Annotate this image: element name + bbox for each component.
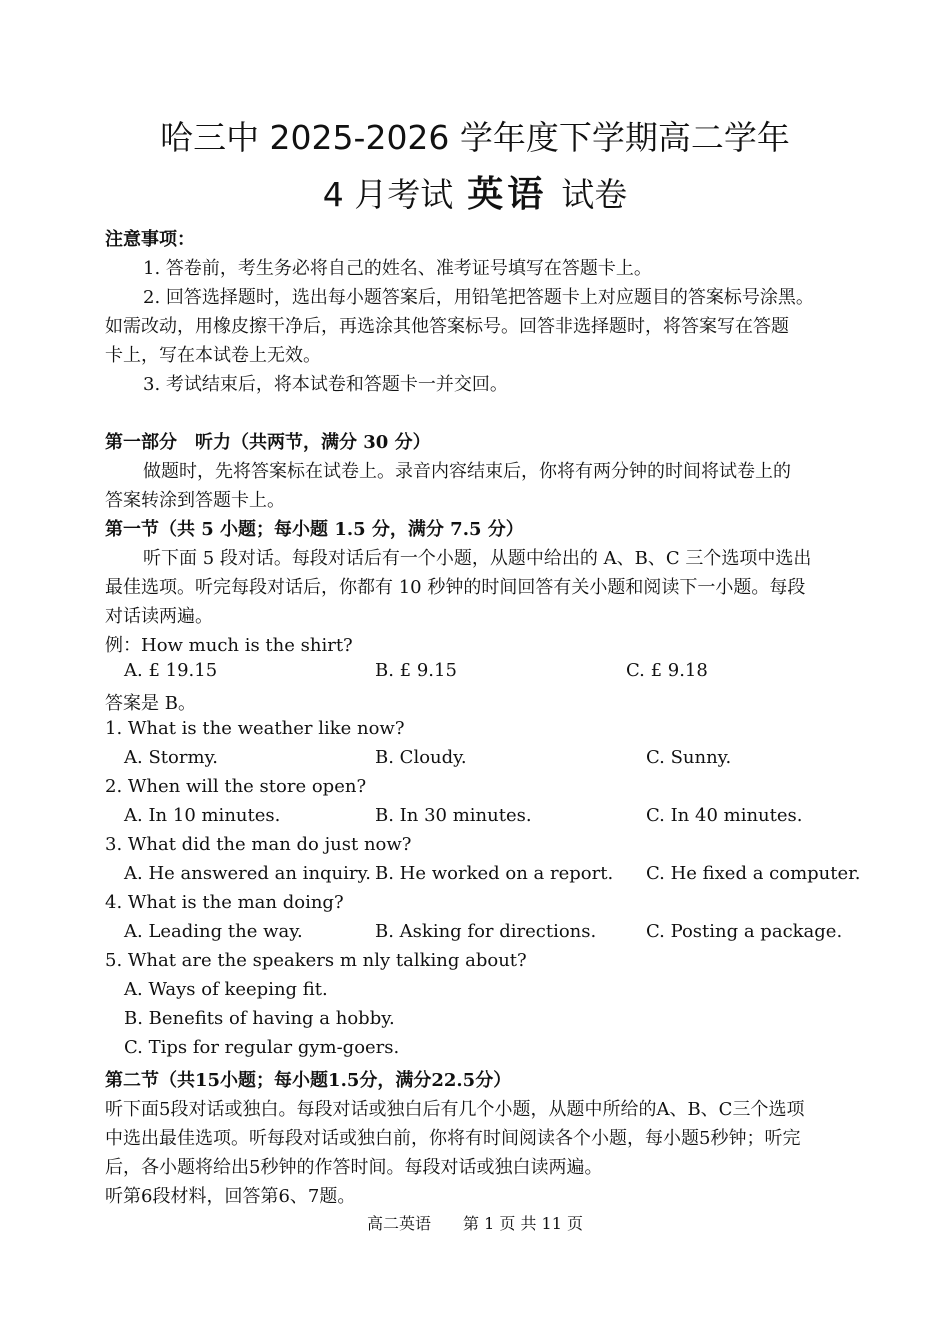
- option-2a: A. In 10 minutes.: [124, 805, 281, 826]
- section1-intro: 对话读两遍。: [105, 606, 213, 627]
- question-4: 4. What is the man doing?: [105, 892, 344, 913]
- exam-title-line1: 哈三中 2025-2026 学年度下学期高二学年: [160, 118, 790, 157]
- section2-intro: 后，各小题将给出5秒钟的作答时间。每段对话或独白读两遍。: [105, 1157, 603, 1178]
- question-5: 5. What are the speakers m nly talking about?: [105, 950, 527, 971]
- question-3: 3. What did the man do just now?: [105, 834, 412, 855]
- exam-title-subject: 英语: [467, 173, 548, 215]
- part1-heading: 第一部分 听力（共两节，满分 30 分）: [105, 432, 431, 453]
- notice-item: 3. 考试结束后，将本试卷和答题卡一并交回。: [143, 374, 508, 395]
- question-2: 2. When will the store open?: [105, 776, 367, 797]
- section1-heading: 第一节（共 5 小题；每小题 1.5 分，满分 7.5 分）: [105, 519, 524, 540]
- notice-item: 2. 回答选择题时，选出每小题答案后，用铅笔把答题卡上对应题目的答案标号涂黑。: [143, 287, 814, 308]
- exam-title-suffix: 试卷: [561, 175, 628, 214]
- part1-intro: 做题时，先将答案标在试卷上。录音内容结束后，你将有两分钟的时间将试卷上的: [143, 461, 791, 482]
- section2-heading: 第二节（共15小题；每小题1.5分，满分22.5分）: [105, 1070, 512, 1091]
- part1-intro: 答案转涂到答题卡上。: [105, 490, 285, 511]
- option-1b: B. Cloudy.: [375, 747, 467, 768]
- option-4c: C. Posting a package.: [646, 921, 843, 942]
- example-option-c: C. £ 9.18: [626, 660, 708, 681]
- option-1c: C. Sunny.: [646, 747, 732, 768]
- section2-intro: 听第6段材料，回答第6、7题。: [105, 1186, 356, 1207]
- option-3b: B. He worked on a report.: [375, 863, 614, 884]
- notice-item: 卡上，写在本试卷上无效。: [105, 345, 321, 366]
- notice-item: 如需改动，用橡皮擦干净后，再选涂其他答案标号。回答非选择题时，将答案写在答题: [105, 316, 789, 337]
- section2-intro: 中选出最佳选项。听每段对话或独白前，你将有时间阅读各个小题，每小题5秒钟；听完: [105, 1128, 801, 1149]
- section1-intro: 最佳选项。听完每段对话后，你都有 10 秒钟的时间回答有关小题和阅读下一小题。每段: [105, 577, 806, 598]
- page-footer: 高二英语 第 1 页 共 11 页: [367, 1214, 583, 1233]
- section2-intro: 听下面5段对话或独白。每段对话或独白后有几个小题，从题中所给的A、B、C三个选项: [105, 1099, 805, 1120]
- option-5c: C. Tips for regular gym-goers.: [124, 1037, 400, 1058]
- section1-intro: 听下面 5 段对话。每段对话后有一个小题，从题中给出的 A、B、C 三个选项中选出: [143, 548, 812, 569]
- example-answer: 答案是 B。: [105, 693, 196, 714]
- option-5b: B. Benefits of having a hobby.: [124, 1008, 395, 1029]
- option-3a: A. He answered an inquiry.: [124, 863, 372, 884]
- option-2c: C. In 40 minutes.: [646, 805, 803, 826]
- option-3c: C. He fixed a computer.: [646, 863, 861, 884]
- example-question: 例：How much is the shirt?: [105, 635, 353, 656]
- notice-heading: 注意事项：: [105, 229, 195, 250]
- option-4a: A. Leading the way.: [124, 921, 303, 942]
- option-4b: B. Asking for directions.: [375, 921, 597, 942]
- option-5a: A. Ways of keeping fit.: [124, 979, 328, 1000]
- example-option-b: B. £ 9.15: [375, 660, 457, 681]
- option-2b: B. In 30 minutes.: [375, 805, 532, 826]
- exam-title-line2: [0, 166, 950, 217]
- question-1: 1. What is the weather like now?: [105, 718, 405, 739]
- example-option-a: A. £ 19.15: [124, 660, 218, 681]
- notice-item: 1. 答卷前，考生务必将自己的姓名、准考证号填写在答题卡上。: [143, 258, 652, 279]
- exam-title-month: 4 月考试: [322, 175, 454, 214]
- option-1a: A. Stormy.: [124, 747, 219, 768]
